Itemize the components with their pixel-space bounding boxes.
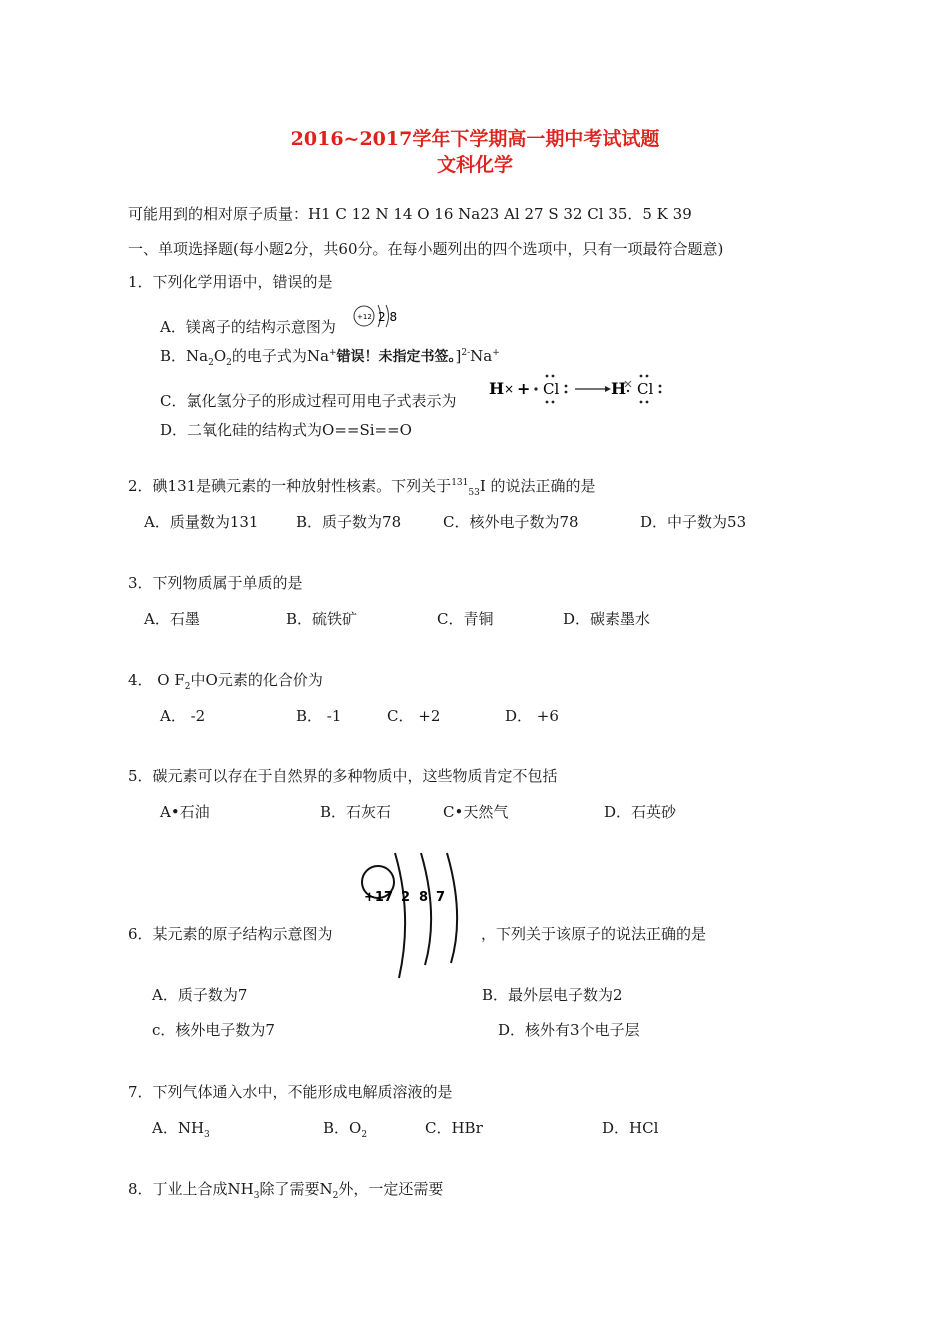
q6-option-a: A．质子数为7 xyxy=(152,986,248,1004)
q3-option-b: B．硫铁矿 xyxy=(286,610,358,628)
cl-shell-2: 8 xyxy=(419,890,429,905)
q5-stem: 5．碳元素可以存在于自然界的多种物质中，这些物质肯定不包括 xyxy=(128,767,558,785)
hcl-x-label: × xyxy=(504,382,515,396)
q1-option-a: A．镁离子的结构示意图为 xyxy=(160,318,336,336)
q3-option-d: D．碳素墨水 xyxy=(563,610,651,628)
q1-option-c: C．氯化氢分子的形成过程可用电子式表示为 xyxy=(160,392,457,410)
q8-stem-after: 外，一定还需要 xyxy=(338,1180,444,1198)
q5-option-c: C•天然气 xyxy=(443,803,509,821)
q1-b-after: 的电子式为Na xyxy=(231,347,329,365)
cl-atom-diagram xyxy=(355,845,475,985)
q2-stem xyxy=(128,475,596,498)
q1-b-error: 错误！未指定书签。 xyxy=(336,349,456,365)
q4-option-d: D． +6 xyxy=(505,707,559,725)
q5-option-d: D．石英砂 xyxy=(604,803,677,821)
q6-option-d: D．核外有3个电子层 xyxy=(498,1021,640,1039)
q2-mass-number: 131 xyxy=(451,478,469,488)
hcl-plus-label: + xyxy=(517,379,531,398)
mg-nucleus-label: +12 xyxy=(357,313,372,321)
q7-stem: 7．下列气体通入水中，不能形成电解质溶液的是 xyxy=(128,1083,453,1101)
q2-option-d: D．中子数为53 xyxy=(640,513,747,531)
section-heading: 一、单项选择题(每小题2分，共60分。在每小题列出的四个选项中，只有一项最符合题意) xyxy=(128,240,724,258)
q8-sub2: 2 xyxy=(332,1191,339,1201)
q6-option-b: B．最外层电子数为2 xyxy=(482,986,623,1004)
hcl-cl-label: Cl xyxy=(543,380,560,398)
q1-b-prefix: B．Na xyxy=(160,347,209,365)
cl-nucleus-label: +17 xyxy=(364,890,393,905)
q1-b-sup1: + xyxy=(328,348,337,358)
hcl-formation-diagram xyxy=(487,370,667,406)
q2-stem-before: 2．碘131是碘元素的一种放射性核素。下列关于 xyxy=(128,477,452,495)
q7-option-a xyxy=(152,1117,210,1140)
q1-b-sub2: 2 xyxy=(226,358,232,368)
mg-ion-diagram xyxy=(352,302,402,330)
page-subtitle: 文科化学 xyxy=(436,154,513,176)
q1-b-mid: O xyxy=(213,347,227,365)
q7-b-pre: B．O xyxy=(323,1119,362,1137)
q4-stem-after: 中O元素的化合价为 xyxy=(190,671,323,689)
q1-option-b xyxy=(160,345,500,368)
q1-b-na: Na xyxy=(470,347,493,365)
q8-stem xyxy=(128,1178,443,1201)
q1-b-sub1: 2 xyxy=(208,358,214,368)
page-title: 2016~2017学年下学期高一期中考试试题 xyxy=(290,128,660,150)
q4-option-c: C． +2 xyxy=(387,707,441,725)
cl-shell-3: 7 xyxy=(436,890,446,905)
q3-stem: 3．下列物质属于单质的是 xyxy=(128,574,303,592)
atomic-masses: 可能用到的相对原子质量：H1 C 12 N 14 O 16 Na23 Al 27 S 32 Cl 35．5 K 39 xyxy=(128,205,692,223)
q7-a-pre: A．NH xyxy=(152,1119,205,1137)
q1-b-bracket: ] xyxy=(455,347,462,365)
q7-a-sub: 3 xyxy=(204,1130,210,1140)
q5-option-a: A•石油 xyxy=(160,803,210,821)
mg-shell-labels: 2 8 xyxy=(378,310,398,324)
q4-stem-before: 4． O F xyxy=(128,671,185,689)
q2-stem-after: I 的说法正确的是 xyxy=(479,477,596,495)
q6-stem-before: 6．某元素的原子结构示意图为 xyxy=(128,925,333,943)
q4-option-a: A． -2 xyxy=(160,707,206,725)
q2-option-c: C．核外电子数为78 xyxy=(443,513,579,531)
q6-stem-after: ，下列关于该原子的说法正确的是 xyxy=(481,925,707,943)
q2-atomic-number: 53 xyxy=(468,488,480,498)
q3-option-c: C．青铜 xyxy=(437,610,494,628)
q1-b-sup3: + xyxy=(492,348,500,358)
q6-option-c: c．核外电子数为7 xyxy=(152,1021,275,1039)
q1-option-d: D．二氧化硅的结构式为O==Si==O xyxy=(160,421,412,439)
q7-b-sub: 2 xyxy=(361,1130,368,1140)
q3-option-a: A．石墨 xyxy=(144,610,200,628)
q2-option-b: B．质子数为78 xyxy=(296,513,402,531)
q8-sub1: 3 xyxy=(253,1191,260,1201)
q7-option-b xyxy=(323,1117,367,1140)
q1-b-sup2: 2- xyxy=(461,348,471,358)
q8-stem-pre: 8．丁业上合成NH xyxy=(128,1180,254,1198)
hcl-cl2-label: Cl xyxy=(637,380,654,398)
q8-stem-mid: 除了需要N xyxy=(259,1180,333,1198)
cl-shell-1: 2 xyxy=(401,890,411,905)
hcl-h-label: H xyxy=(489,379,505,398)
q4-option-b: B． -1 xyxy=(296,707,342,725)
q7-option-d: D．HCl xyxy=(602,1119,659,1137)
q2-option-a: A．质量数为131 xyxy=(144,513,259,531)
hcl-h2-label: H xyxy=(611,379,627,398)
q4-stem xyxy=(128,669,323,692)
q4-stem-sub: 2 xyxy=(184,682,191,692)
q1-stem: 1．下列化学用语中，错误的是 xyxy=(128,273,333,291)
q7-option-c: C．HBr xyxy=(425,1119,483,1137)
q5-option-b: B．石灰石 xyxy=(320,803,392,821)
